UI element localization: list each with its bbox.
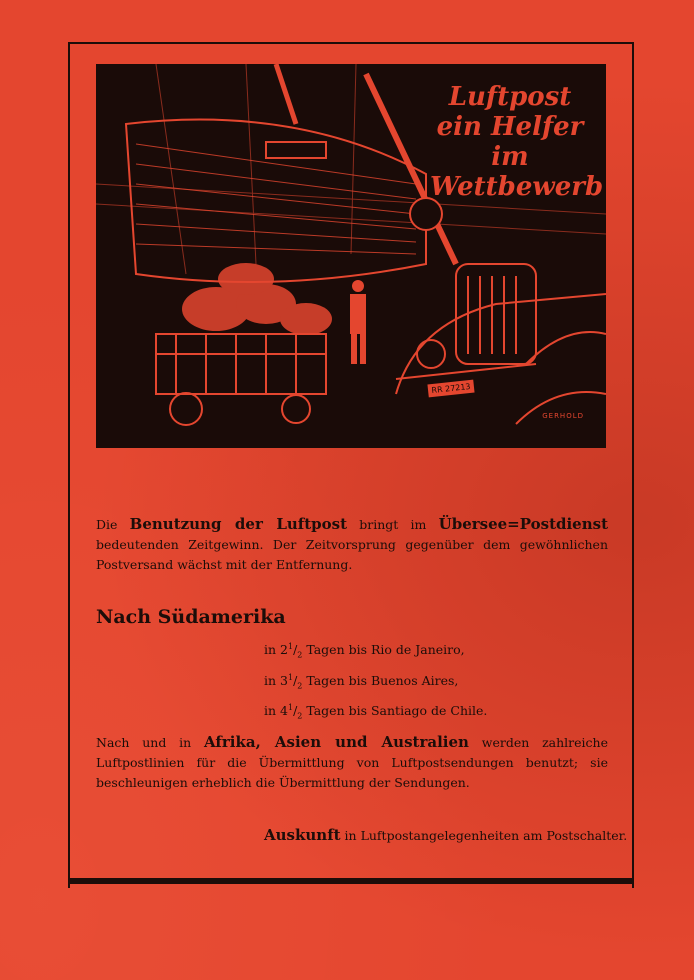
title-line-3: im	[491, 142, 529, 172]
intro-bold-2: Übersee=Postdienst	[438, 515, 609, 533]
delivery-time-buenos-aires: in $3^1/_2$ Tagen bis Buenos Aires,	[264, 672, 459, 691]
artist-signature: GERHOLD	[542, 412, 584, 420]
time-santiago-sub: 2	[297, 711, 303, 721]
others-text-1: Nach und in	[96, 735, 205, 750]
others-text-2: werden zahlreiche Luftpostlinien für die Übermittlung von Luftpostsendungen benutzt; sie beschleunigen erheblich die Übermittlung der Sendungen.	[96, 735, 608, 790]
delivery-time-rio: in $2^1/_2$ Tagen bis Rio de Janeiro,	[264, 642, 465, 660]
time-santiago-post: Tagen bis Santiago de Chile.	[302, 703, 488, 719]
time-santiago-sup: 1	[287, 703, 294, 713]
time-ba-pre: in 3	[264, 672, 288, 688]
airmail-illustration	[96, 64, 606, 448]
info-bold: Auskunft	[264, 826, 341, 844]
information-line	[264, 826, 628, 844]
time-rio-pre: in 2	[264, 642, 288, 658]
others-bold-1: Afrika, Asien und Australien	[204, 733, 469, 751]
delivery-time-santiago: in $4^1/_2$ Tagen bis Santiago de Chile.	[264, 703, 488, 721]
delivery-times-list	[264, 636, 487, 728]
title-line-4: Wettbewerb	[430, 172, 604, 202]
intro-text-1: Die	[96, 517, 130, 532]
other-continents-paragraph	[96, 732, 608, 793]
bottom-rule	[68, 878, 634, 884]
info-text: in Luftpostangelegenheiten am Postschalter.	[340, 828, 628, 843]
time-ba-sup: 1	[287, 672, 294, 682]
time-rio-sub: 2	[297, 650, 303, 660]
title-line-2: ein Helfer	[436, 112, 584, 142]
time-ba-sub: 2	[297, 681, 303, 691]
time-rio-sup: 1	[287, 642, 294, 651]
intro-bold-1: Benutzung der Luftpost	[129, 515, 348, 533]
time-ba-post: Tagen bis Buenos Aires,	[302, 672, 459, 688]
license-plate: RR 27213	[427, 380, 474, 398]
time-santiago-pre: in 4	[264, 703, 288, 719]
south-america-heading: Nach Südamerika	[96, 606, 286, 628]
illustration-title	[430, 82, 604, 202]
intro-text-2: bringt im	[347, 517, 439, 532]
time-rio-post: Tagen bis Rio de Janeiro,	[302, 642, 465, 658]
intro-text-3: bedeutenden Zeitgewinn. Der Zeitvorsprung gegenüber dem gewöhnlichen Postversand wächst mit der Entfernung.	[96, 537, 608, 572]
intro-paragraph	[96, 514, 608, 575]
title-line-1: Luftpost	[448, 82, 572, 112]
